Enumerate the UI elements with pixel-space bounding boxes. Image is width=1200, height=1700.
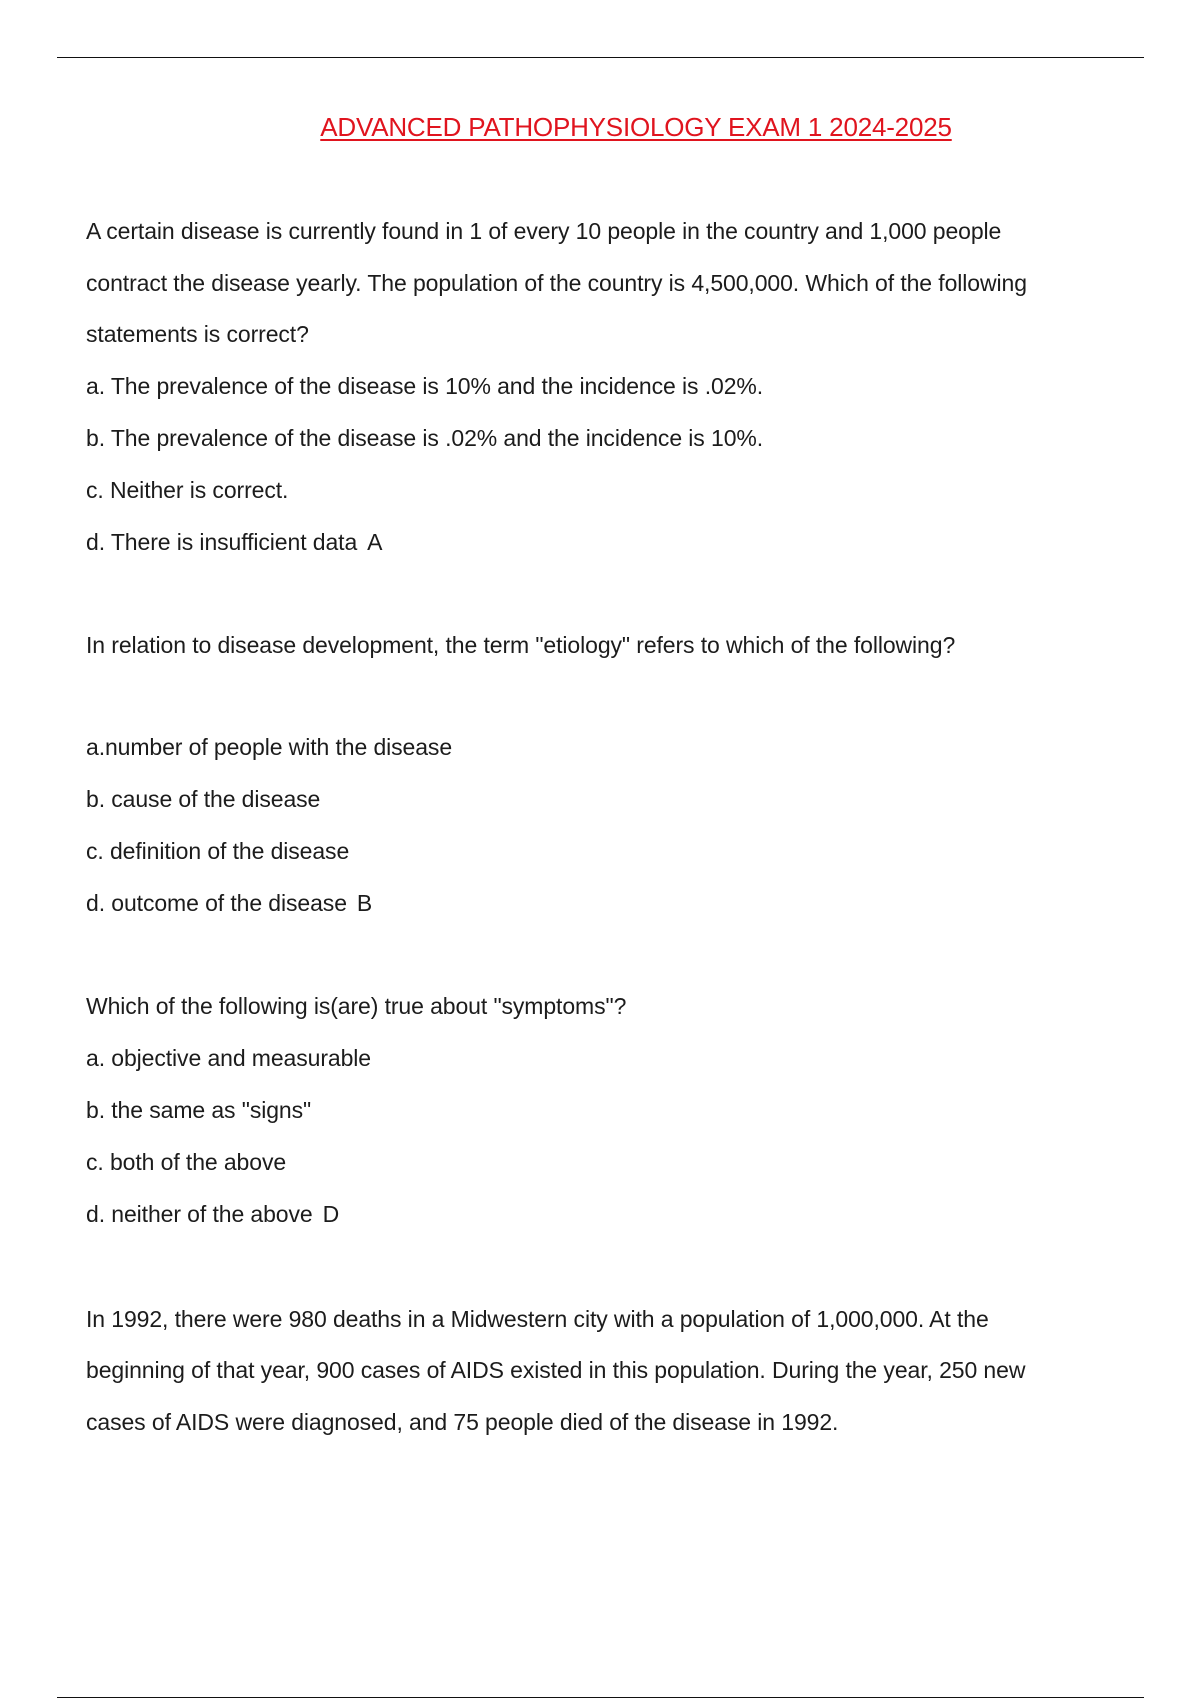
answer-key: D [322, 1200, 340, 1227]
option-item: b. the same as "signs" [86, 1096, 312, 1123]
spacer [86, 1249, 1176, 1302]
answer-options [86, 1041, 1176, 1249]
option-item-with-answer [86, 1197, 1176, 1249]
question-stem [86, 1302, 1176, 1457]
top-rule [57, 57, 1144, 58]
stem-line: In 1992, there were 980 deaths in a Midwestern city with a population of 1,000,000. At the [86, 1305, 989, 1332]
question-stem [86, 628, 1176, 680]
question-1 [86, 214, 1176, 577]
document-title: ADVANCED PATHOPHYSIOLOGY EXAM 1 2024-2025 [320, 112, 952, 142]
spacer [86, 577, 1176, 628]
exam-content [86, 214, 1176, 1456]
stem-line: cases of AIDS were diagnosed, and 75 people died of the disease in 1992. [86, 1408, 839, 1435]
option-item-with-answer [86, 525, 1176, 577]
stem-line: In relation to disease development, the term "etiology" refers to which of the following? [86, 631, 956, 658]
spacer [86, 938, 1176, 989]
option-item: a.number of people with the disease [86, 734, 453, 760]
spacer [86, 679, 1176, 730]
stem-line: Which of the following is(are) true about "symptoms"? [86, 993, 627, 1019]
answer-key: A [367, 528, 383, 555]
question-4 [86, 1302, 1176, 1457]
question-2 [86, 628, 1176, 939]
stem-line: contract the disease yearly. The population of the country is 4,500,000. Which of the following [86, 269, 1027, 296]
bottom-rule [57, 1697, 1144, 1698]
option-item: c. Neither is correct. [86, 476, 289, 503]
answer-key: B [356, 890, 373, 916]
question-stem [86, 214, 1176, 369]
answer-options [86, 730, 1176, 938]
option-text: d. There is insufficient data [86, 528, 358, 555]
option-item: b. cause of the disease [86, 786, 321, 812]
stem-line: beginning of that year, 900 cases of AIDS existed in this population. During the year, 250 new [86, 1357, 1026, 1383]
option-text: d. neither of the above [86, 1200, 313, 1227]
option-item-with-answer [86, 886, 1176, 938]
answer-options [86, 369, 1176, 577]
question-3 [86, 989, 1176, 1249]
question-stem [86, 989, 1176, 1041]
option-text: d. outcome of the disease [86, 890, 347, 916]
option-item: c. definition of the disease [86, 838, 350, 864]
stem-line: statements is correct? [86, 321, 309, 347]
stem-line: A certain disease is currently found in 1 of every 10 people in the country and 1,000 people [86, 218, 1002, 244]
option-item: c. both of the above [86, 1148, 287, 1175]
option-item: a. objective and measurable [86, 1044, 371, 1071]
option-item: a. The prevalence of the disease is 10% and the incidence is .02%. [86, 372, 764, 399]
option-item: b. The prevalence of the disease is .02% and the incidence is 10%. [86, 424, 764, 451]
